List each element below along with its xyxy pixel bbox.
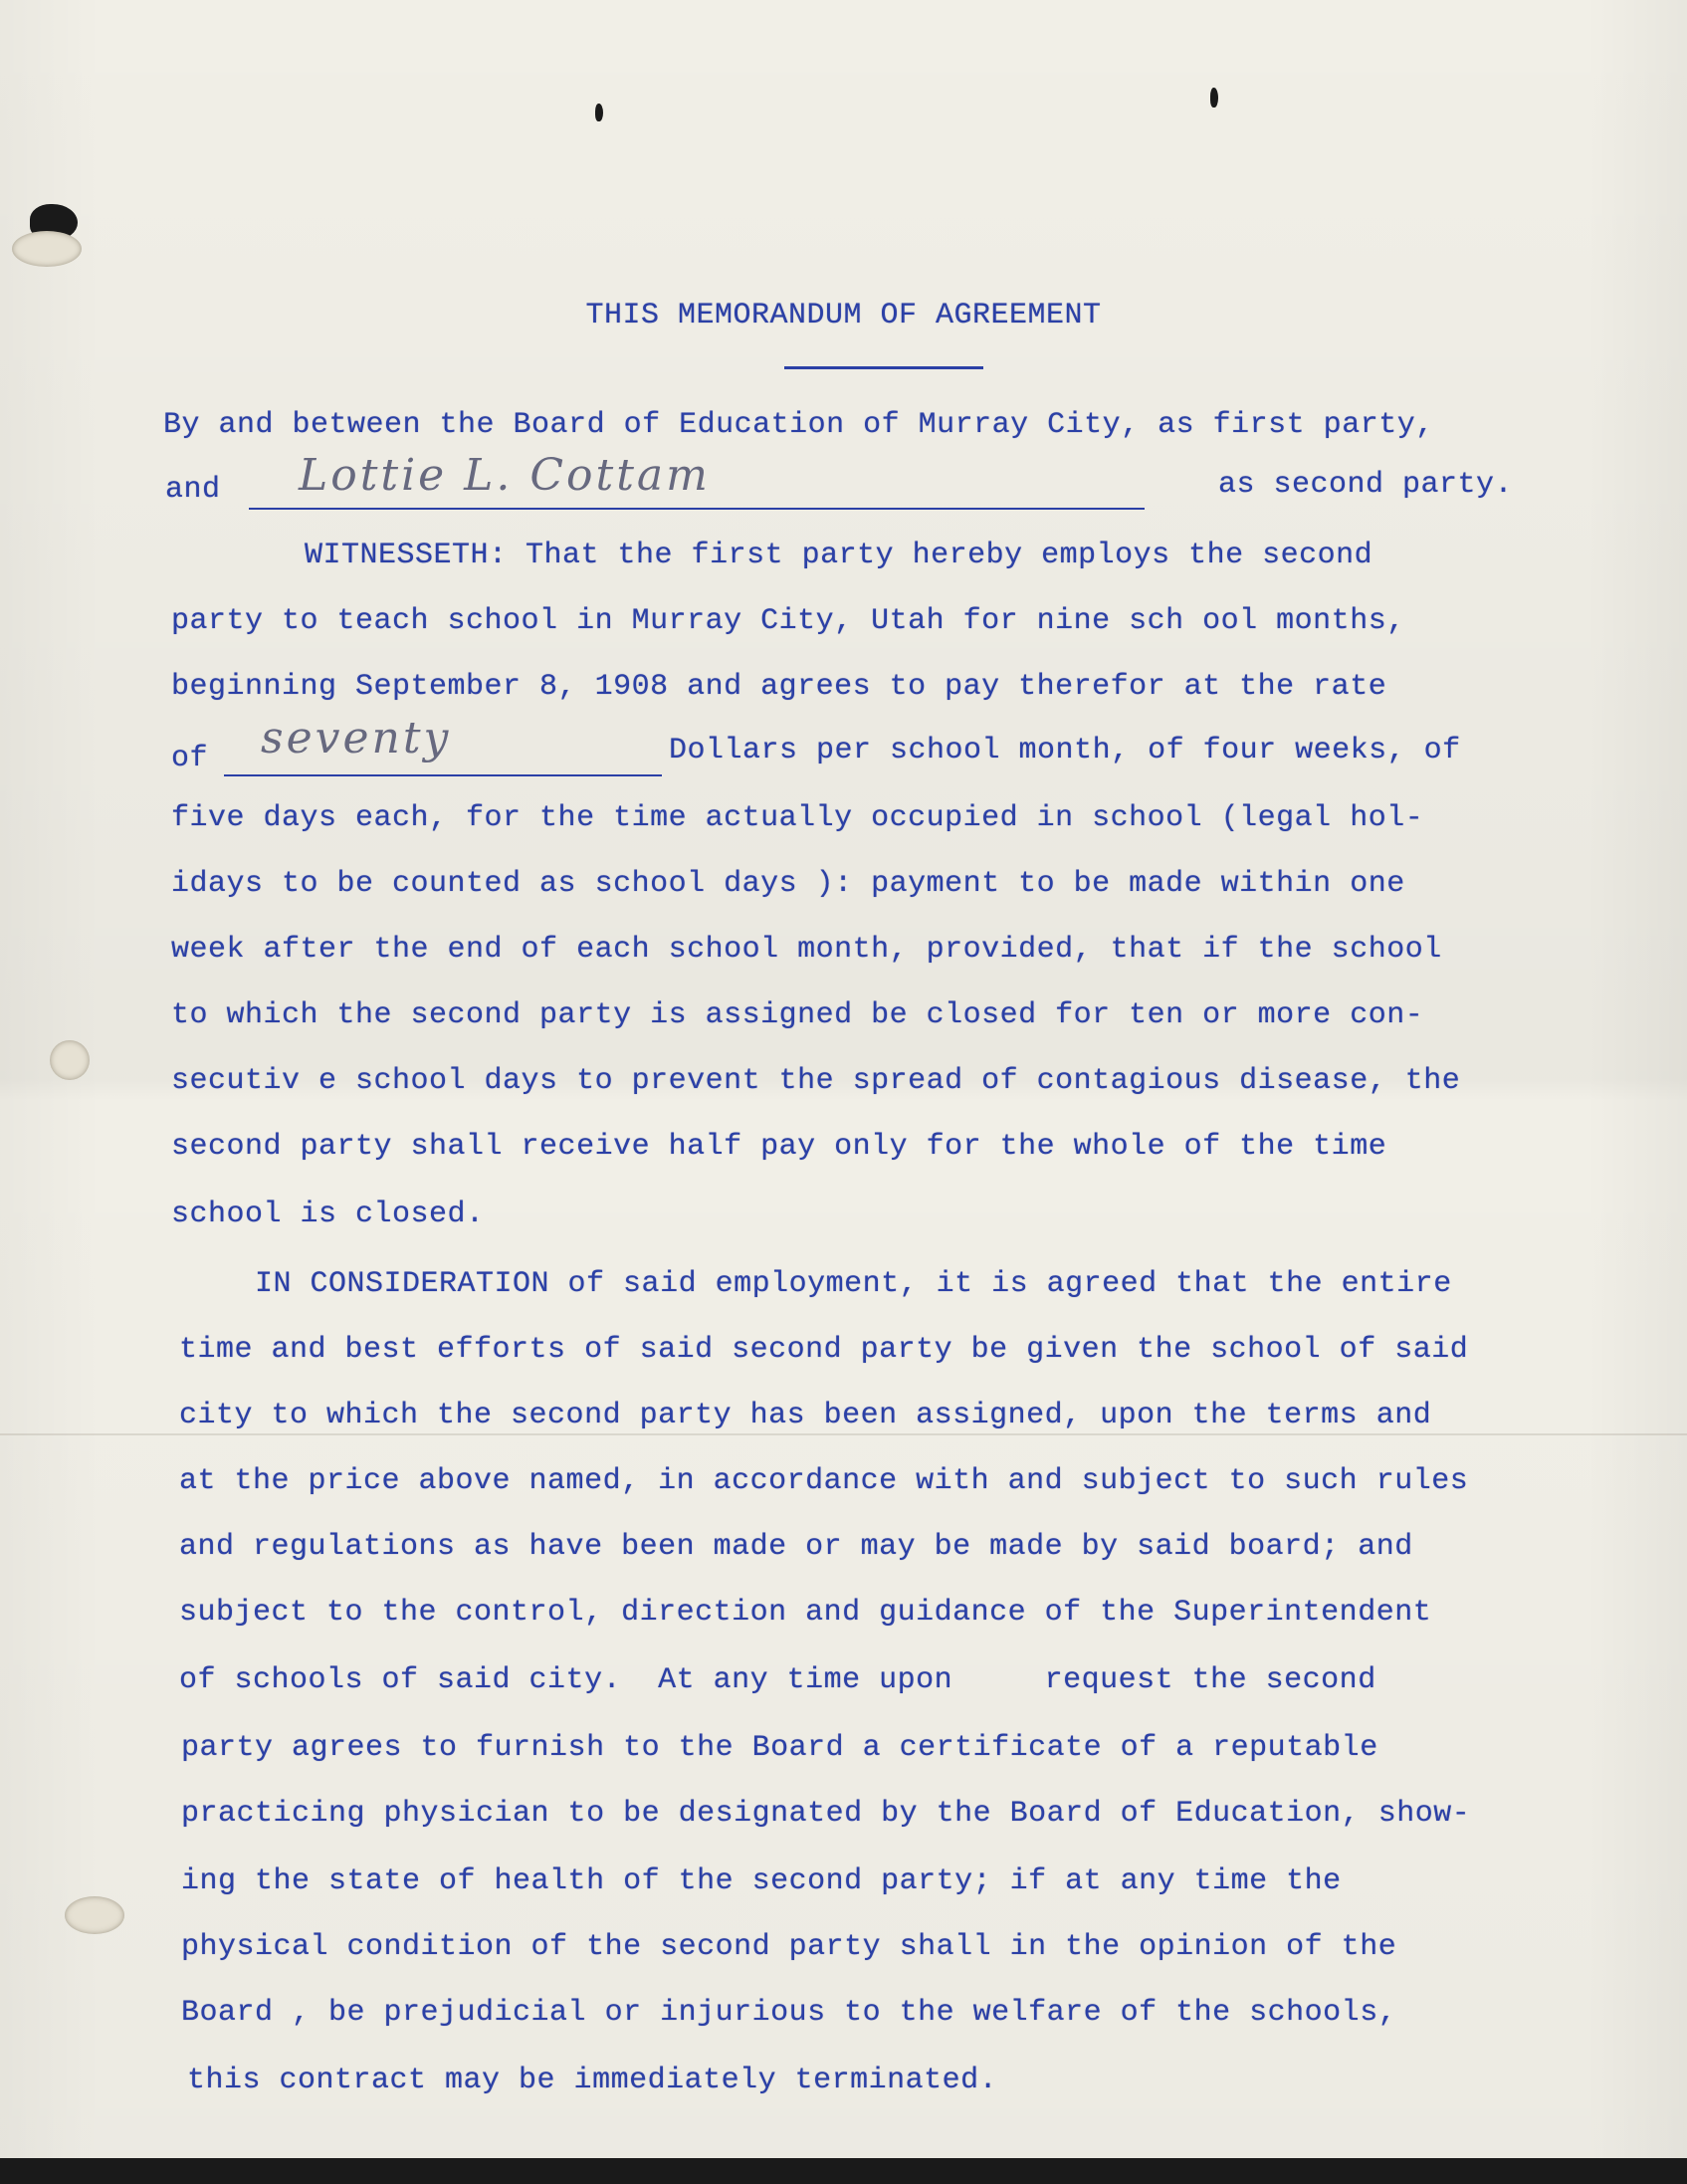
body-line: ing the state of health of the second party; if at any time the <box>181 1864 1342 1898</box>
rate-suffix: Dollars per school month, of four weeks, of <box>669 734 1461 767</box>
body-line: second party shall receive half pay only for the whole of the time <box>171 1130 1387 1164</box>
body-line: week after the end of each school month, provided, that if the school <box>171 933 1442 967</box>
body-line: five days each, for the time actually occupied in school (legal hol- <box>171 801 1424 835</box>
rate-prefix: of <box>171 742 209 775</box>
body-line: party agrees to furnish to the Board a certificate of a reputable <box>181 1731 1378 1765</box>
torn-edge-bottom <box>65 1896 124 1934</box>
body-line: of schools of said city. At any time upon request the second <box>179 1663 1376 1697</box>
page-fold <box>0 1433 1687 1435</box>
body-line: and regulations as have been made or may be made by said board; and <box>179 1530 1413 1564</box>
body-line: at the price above named, in accordance with and subject to such rules <box>179 1464 1469 1498</box>
second-party-blank <box>249 508 1145 510</box>
body-line: secutiv e school days to prevent the spread of contagious disease, the <box>171 1064 1461 1098</box>
body-line: time and best efforts of said second party be given the school of said <box>179 1333 1469 1367</box>
body-line: party to teach school in Murray City, Utah for nine sch ool months, <box>171 604 1405 638</box>
body-line: IN CONSIDERATION of said employment, it is agreed that the entire <box>255 1267 1452 1301</box>
body-line: this contract may be immediately terminated. <box>187 2064 998 2097</box>
intro-line: By and between the Board of Education of Murray City, as first party, <box>163 408 1434 442</box>
body-line: WITNESSETH: That the first party hereby employs the second <box>305 539 1373 572</box>
pin-mark-right <box>1210 88 1218 108</box>
second-party-signature: Lottie L. Cottam <box>299 450 711 501</box>
body-line: practicing physician to be designated by the Board of Education, show- <box>181 1797 1471 1831</box>
pin-mark-left <box>595 104 603 121</box>
body-line: subject to the control, direction and guidance of the Superintendent <box>179 1596 1432 1630</box>
torn-edge-top <box>12 231 82 267</box>
body-line: physical condition of the second party shall in the opinion of the <box>181 1930 1397 1964</box>
body-line: to which the second party is assigned be closed for ten or more con- <box>171 998 1424 1032</box>
body-line: beginning September 8, 1908 and agrees to pay therefor at the rate <box>171 670 1387 704</box>
rate-blank <box>224 774 662 776</box>
second-party-prefix: and <box>165 473 221 507</box>
torn-edge-middle <box>50 1040 90 1080</box>
body-line: idays to be counted as school days ): payment to be made within one <box>171 867 1405 901</box>
second-party-suffix: as second party. <box>1218 468 1514 502</box>
body-line: Board , be prejudicial or injurious to the welfare of the schools, <box>181 1996 1397 2030</box>
rate-handwritten: seventy <box>261 713 452 764</box>
body-line: school is closed. <box>171 1198 485 1231</box>
body-line: city to which the second party has been assigned, upon the terms and <box>179 1399 1432 1432</box>
document-title: THIS MEMORANDUM OF AGREEMENT <box>585 299 1102 332</box>
title-underline <box>784 366 983 369</box>
